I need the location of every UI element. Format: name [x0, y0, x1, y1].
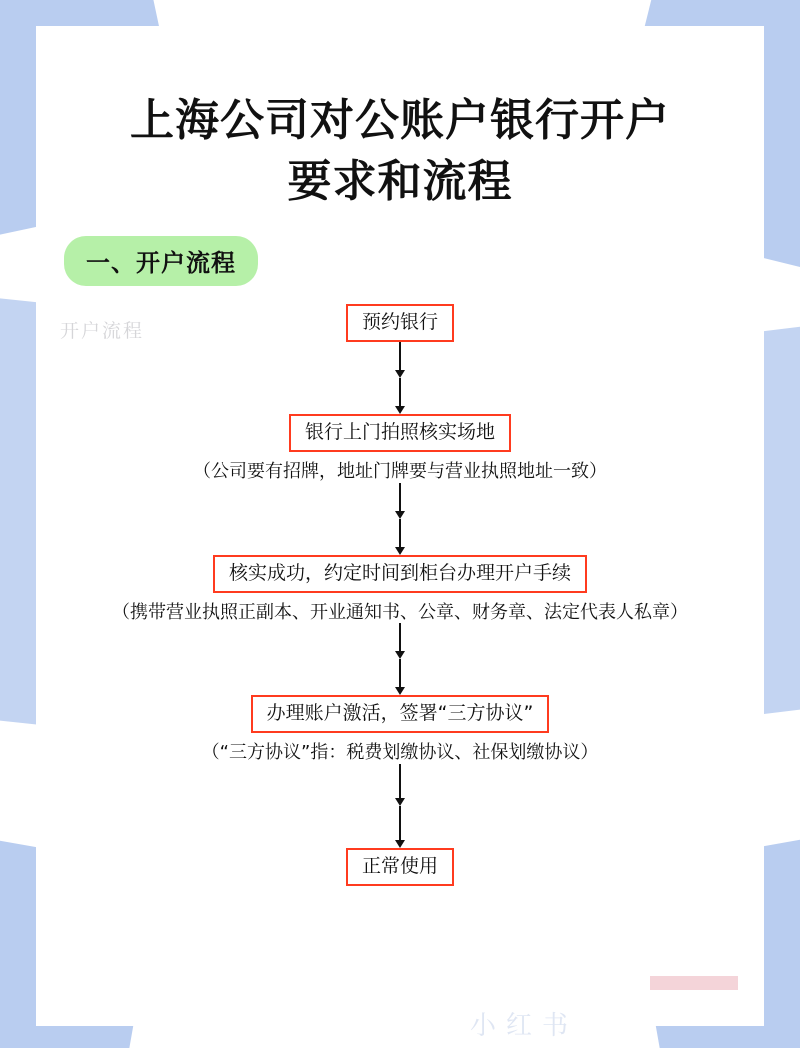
flow-step-3-box: 核实成功，约定时间到柜台办理开户手续 — [213, 555, 587, 593]
flow-step-1-box: 预约银行 — [346, 304, 454, 342]
section-heading — [60, 236, 740, 286]
flow-arrow-4 — [399, 764, 401, 848]
faded-duplicate-heading: 开户流程 — [60, 320, 145, 342]
watermark-blur-block — [650, 976, 738, 990]
flow-step-3-note: （携带营业执照正副本、开业通知书、公章、财务章、法定代表人私章） — [112, 601, 688, 623]
section-heading-label: 一、开户流程 — [64, 236, 258, 286]
flowchart — [60, 304, 740, 885]
page-title-line-1: 上海公司对公账户银行开户 — [130, 95, 670, 146]
flow-arrow-1 — [399, 342, 401, 414]
page-title-line-2: 要求和流程 — [287, 156, 513, 208]
page-title — [60, 0, 740, 210]
flow-step-5-box: 正常使用 — [346, 848, 454, 886]
flow-step-4-box: 办理账户激活，签署“三方协议” — [251, 695, 550, 733]
flow-step-4-note: （“三方协议”指：税费划缴协议、社保划缴协议） — [201, 742, 599, 764]
flow-arrow-3 — [399, 623, 401, 695]
watermark-text: 小红书 — [470, 1011, 579, 1041]
flow-step-2-note: （公司要有招牌，地址门牌要与营业执照地址一致） — [193, 461, 607, 483]
flow-arrow-2 — [399, 483, 401, 555]
flow-step-2-box: 银行上门拍照核实场地 — [289, 414, 511, 452]
